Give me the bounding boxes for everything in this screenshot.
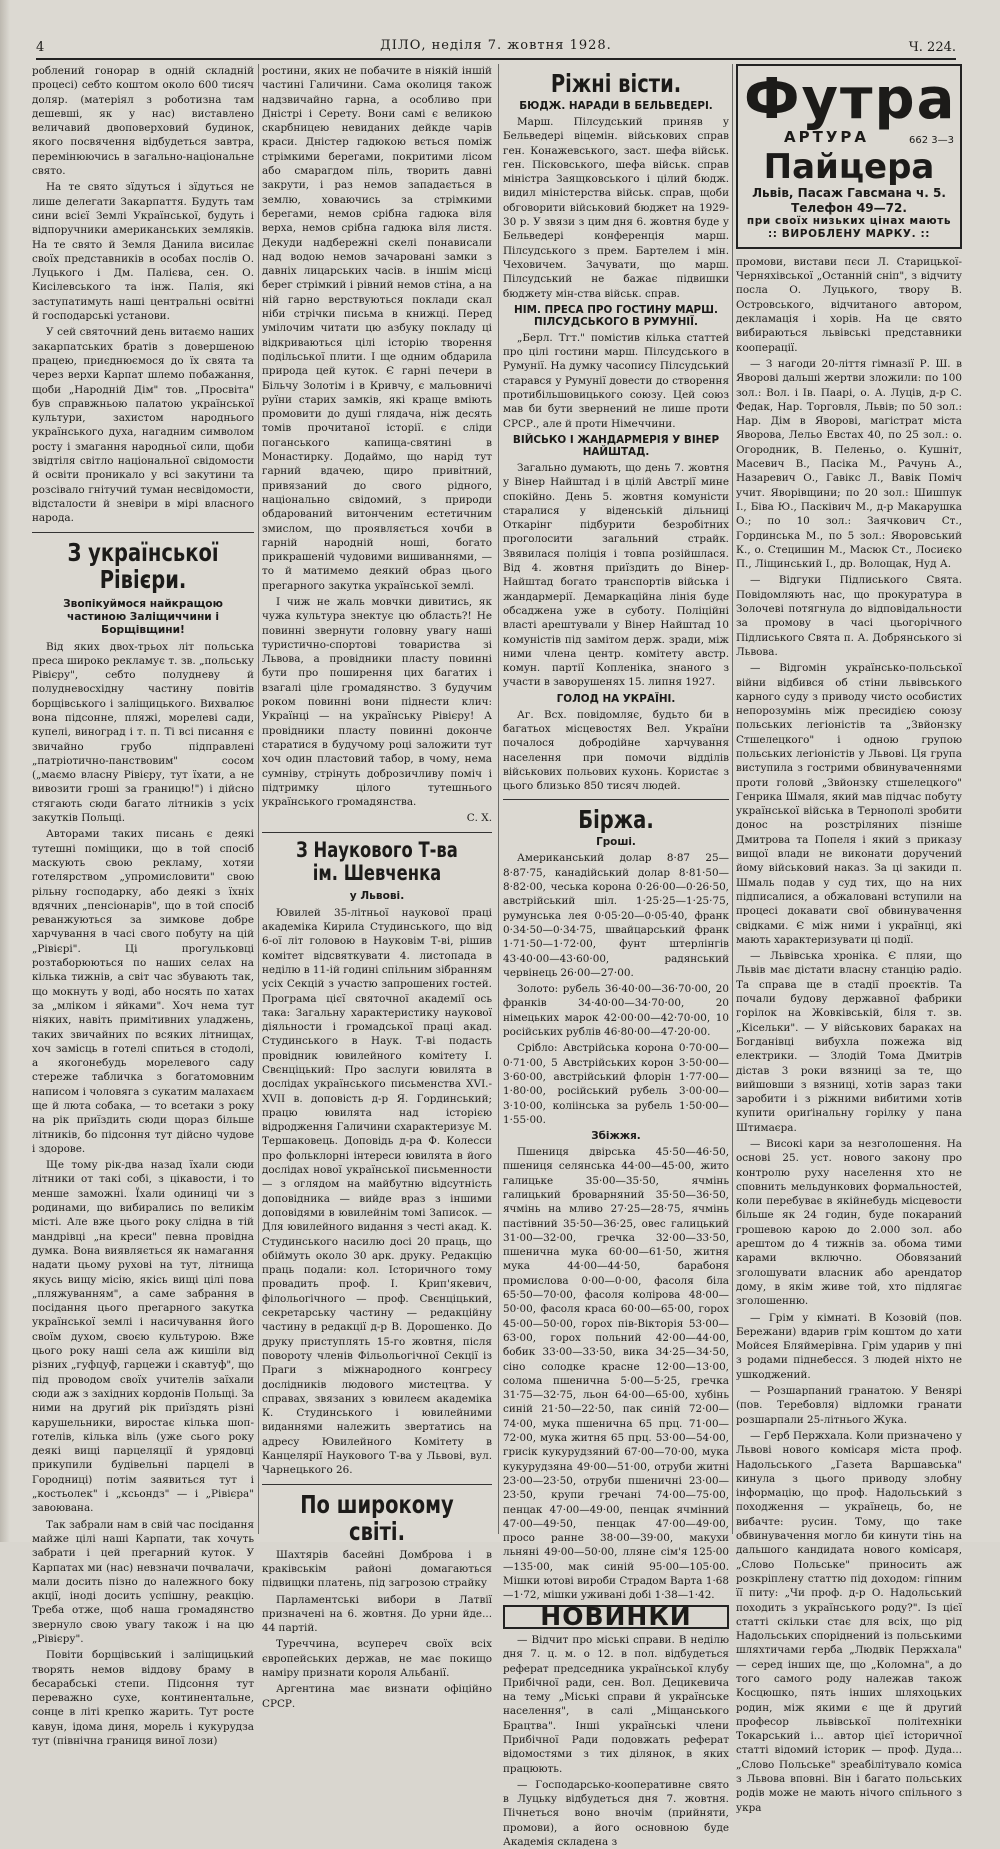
- page-number: 4: [36, 40, 45, 55]
- article-paragraph: — Відчит про міські справи. В неділю дня 7. ц. м. о 12. в пол. відбудеться реферат председника української клубу Прибічної ради, сен. Вол. Децикевича на тему „Міські справи й українське населення", в салі „Міщанського Брацтва". Інші українські члени Прибічної Ради подовжать реферат відомостями з тих ділянок, в яких працюють.: [503, 1633, 729, 1775]
- article-paragraph: Так забрали нам в свій час посідання майже цілі наші Карпати, так хочуть забрати і цей прегарний куток. У Карпатах ми (нас) невзначи почвалачи, мали досить пізно до належного боку акції, іноді досить успішну, реакцію. Треба отже, щоб наша громадянство звернуло свою увагу також і на цю „Рівієру".: [32, 1518, 254, 1645]
- newspaper-title: ДІЛО, неділя 7. жовтня 1928.: [380, 38, 612, 53]
- column-rule: [732, 64, 733, 1534]
- article-paragraph: Загально думають, що день 7. жовтня у Вінер Найштад і в цілій Австрії мине спокійно. День 5. жовтня комуністи старалися у віденській дільниці Откарінг підбурити безробітних проголосити загальний страйк. Звявилася поліція і товпа розійшлася. Від 4. жовтня приїздить до Вінер-Найштад богато транспортів війська і жандармерії. Демаркаційна лінія буде обсаджена уже в суботу. Поліційні власті арештували у Вінер Найштад 10 комуністів під замітом держ. зради, між ними члена центр. комітету австр. комун. партії Копленіка, знаного з участи в заворушенях 15. липня 1927.: [503, 461, 729, 689]
- article-paragraph: — З нагоди 20-ліття гімназії Р. Ш. в Яворові дальші жертви зложили: по 100 зол.: Вол. і Ів. Паарі, о. А. Луців, д-р С. Федак, Нар. Торговля, Львів; по 50 зол.: Нар. Дім в Яворові, магістрат міста Яворова, Лельо Евстах 40, по 25 зол.: о. Огородник, В. Пеленьо, о. Кушніт, Масевич В., Пасіка М., Рачунь А., Назаревич О., Гавікс Л., Вавік Поміч учит. Яворівщини; по 20 зол.: Шишпук І., Біва Ю., Пасківич М., д-р Макарушка О.; по 10 зол.: Заячкович Ст., Гординська М., по 5 зол.: Яворовський К., о. Стецишин М., Масюк Ст., Лосиєко П., Ліщинський І., др. Волощак, Нуд А.: [736, 357, 962, 571]
- article-paragraph: — Розшарпаний гранатою. У Венярі (пов. Теребовля) відломки гранати розшарпали 25-літнього Жука.: [736, 1385, 962, 1426]
- headline-riviera: З української Рівієри.: [67, 537, 219, 594]
- article-paragraph: Повіти борщівський і заліщицький творять немов віддову браму в бесарабські степи. Підсоння тут переважно сухе, континентальне, сонце в літі крепко жарить. Тут росте кавун, ідома диня, морель і кукурудза тут (північна границя виної лози): [32, 1649, 254, 1748]
- headline-wide-world: По широкому світі.: [300, 1489, 454, 1546]
- silver-rates: Срібло: Австрійська корона 0·70·00—0·71·00, 5 Австрійських корон 3·50·00—3·60·00, австрійський флорін 1·77·00—1·80·00, російський рубель 3·00·00—3·10·00, коліінська за рубель 1·50·00—1·55·00.: [503, 1042, 729, 1126]
- exchange-rates: Американський долар 8·87 25—8·87·75, канадійський долар 8·81·50—8·82·00, чеська корона 0·26·00—0·26·50, австрійський шіл. 1·25·25—1·25·75, румунська лея 0·05·20—0·05·40, франк 0·34·50—0·34·75, швайцарський франк 1·71·50—1·72·00, фунт штерлінгів 43·40·00—43·60·00, радянський червінець 26·00—27·00.: [503, 852, 729, 979]
- article-paragraph: Шахтярів басейні Домброва і в краківськім районі домагаються підвищки платень, під загрозою страйку: [262, 1548, 492, 1590]
- article-paragraph: „Берл. Тгт." помістив кілька статтей про цілі гостини марш. Пілсудського в Румунії. На думку часопису Пілсудський старався у Румунії довести до створення протибільшовицького союзу. Цей союз мав би бути звернений не лише проти СРСР., але й проти Німеччини.: [503, 331, 729, 430]
- subheadline: ВІЙСЬКО І ЖАНДАРМЕРІЯ У ВІНЕР НАЙШТАД.: [512, 433, 720, 458]
- grain-prices: Пшениця двірська 45·50—46·50, пшениця селянська 44·00—45·00, жито галицьке 35·00—35·50, ячмінь галицький броварняний 35·50—36·50, ячмінь на мливо 27·25—28·75, ячмінь пастівний 35·50—36·25, овес галицький 31·00—32·00, гречка 32·00—33·50, пшенична мука 60·00—61·50, житня мука 44·00—44·50, барабоня промислова 0·00—0·00, фасоля біла 65·50—70·00, фасоля колірова 48·00—50·00, фасоля краса 60·00—65·00, горох 45·00—50·00, горох пів-Вікторія 53·00—63·00, горох польний 42·00—44·00, бобик 33·00—33·50, вика 34·25—34·50, сіно солодке красне 12·00—13·00, солома пшенична 5·00—5·25, гречка 31·75—32·75, льон 64·00—65·00, хубінь синій 21·50—22·50, пак синій 72·00—74·00, мука пшенична 65 прц. 71·00—72·00, мука житня 65 прц. 53·00—54·00, грисік кукурудзяний 67·00—70·00, мука кукурудзяна 49·00—51·00, отруби житні 23·00—23·50, отруби пшеничні 23·00—23·50, крупи гречані 74·00—75·00, пенцак 47·00—49·00, пенцак ячмінний 47·00—49·50, пенцак 47·00—49·00, просо ранне 38·00—39·00, макухи льняні 49·00—50·00, лляне сім'я 125·00—135·00, мак синій 95·00—105·00. Мішки ютові вироби Страдом Варта 1·68—1·72, мішки уживані добі 1·38—1·42.: [503, 1146, 729, 1602]
- article-paragraph: Туреччина, всупереч своїх всіх європейських держав, не має покищо наміру признати короля Альбанії.: [262, 1638, 492, 1679]
- column-4: [736, 64, 962, 1814]
- headline-various-news: Ріжні вісти.: [550, 69, 682, 98]
- article-paragraph: Аргентина має визнати офіційно СРСР.: [262, 1683, 492, 1710]
- divider: [503, 799, 729, 800]
- article-paragraph: — Відгуки Підлиського Свята. Повідомляють нас, що прокуратура в Золочеві потягнула до відповідальности за промову в часі цьогорічного Підлиського Свята п. А. Добрянського зі Львова.: [736, 574, 962, 658]
- article-signature: С. Х.: [466, 812, 492, 825]
- subheadline: БЮДЖ. НАРАДИ В БЕЛЬВЕДЕРІ.: [519, 100, 713, 112]
- article-paragraph: ростини, яких не побачите в ніякій іншій частині Галичини. Сама околиця також надзвичайно гарна, а особливо при Дністрі і Серету. Вони самі є великою скарбницею невиданих дейкде чарів краси. Дністер гадюкою вється поміж стрімкими берегами, покритими лісом або смарагдом піль, творить давні закрути, і раз немов западається в землю, ховаючись за стрімкими берегами, немов срібна гадюка віля верха, немов срібна гадюка віля листя. Декуди надбережні скелі понависали над водою немов зачаровані замки з давніх лицарських часів. в іншім місці берег стрімкий і рівний немов стіна, а на ній гарно верствуються поклади скал ніби стрічки письма в книжці. Перед умілочим читати цю азбуку покладу ці відкриваються цілі історію творення подільської плити. І ще одним обдарила природа цей куток. Є гарні печери в Більчу Золотім і в Кривчу, є мальовничі руїни старих замків, які краще вміють промовити до душі глядача, ніж десять томів прочитаної історії. є сліди поганського капища-святині в Монастирку. Додаймо, що нарід тут гарний вдачею, щиро привітний, привязаний до свого рідного, національно свідомий, з природи обдарований витонченим естетичним змислом, що проявляється хочби в гарній народній ноші, богато прикрашеній чудовими вишиваннями, — то й матимемо деякий образ цього прегарного закутка української землі.: [262, 65, 492, 592]
- subheadline-riviera: Звопікуймося найкращою частиною Заліщиччини і Борщівщини!: [63, 597, 223, 636]
- article-paragraph: Ще тому рік-два назад їхали сюди літники от такі собі, з цікавости, і то менше заможні. Їхали одиниці чи з родинами, що вибирались по великім місті. Але вже цього року слідна в тій мандрівці „на креси" певна провідна думка. Вона виявляється як намагання надати цьому рухові на тут, літнища якусь вищу місію, якісь вищі цілі пова „пляжуванням", а саме забрання в посідання цього прегарного закутка української землі і насичування його своїм духом, своєю культурою. Вже цього року наші села аж кишіли від різних „гуфцуф, гарцежи і скавтуф", що під проводом своїх учителів заїхали сюди аж з західних кордонів Польщі. За ними на другий рік приїздять різні карушельники, виростає кілька шоп-готелів, кілька віль (уже сього року деякі вищі парцеляції й урядовці прикупили будівельні парцелі в Городниці) потім заявиться тут і „костьолек" і „ксьондз" — і „Рівієра" завоювана.: [32, 1159, 254, 1515]
- article-paragraph: — Львівська хроніка. Є пляи, що Львів має дістати власну станцію радіо. Та справа ще в стадії проєктів. Та почали будову державної фабрики горілок на Жовківській, біля т. зв. „Кісельки". — У військових бараках на Богданівці вибухла пожежа від електрики. — Злодій Тома Дмитрів дістав 3 роки вязниці за те, що вийшовши з вязниці, хотів зараз таки заробити і з ріжними вибитими хотів купити ориґінальну горілку у пана Штимаєра.: [736, 950, 962, 1134]
- divider: [262, 1484, 492, 1485]
- column-1: [32, 64, 254, 1748]
- gold-rates: Золото: рубель 36·40·00—36·70·00, 20 франків 34·40·00—34·70·00, 20 німецьких марок 42·00·00—42·70·00, 10 російських рублів 46·80·00—47·20·00.: [503, 983, 729, 1039]
- divider: [32, 532, 254, 533]
- article-paragraph: — Відгомін українсько-польської війни відбився об стіни львівського карного суду з приводу чисто особистих непорозумінь між пресидією союзу польських легіоністів та „Звйонзку Стшелецкого" і одною групою польських легіоністів у Львові. Ця група виступила з гострими обвинуваченнями проти головй „Звйонзку стшелецкого" Генрика Шмаля, який мав підчас побуту української війська в Тернополі зробити донос на розстріляних пізніше Дмитрова та Попеля і який з приказу вищої влади не виконати доручений йому військовий наказ. За ці закиди п. Шмаль подав у суд тих, що на них підписалися, а обжаловані вступили на процесі докавати свої обвинувачення свідками. Є між ними і українці, які мають характеризувати ці події.: [736, 662, 962, 946]
- ad-promo: при своїх низьких цінах мають :: ВИРОБЛЕНУ МАРКУ. ::: [746, 214, 952, 240]
- column-rule: [498, 64, 499, 1534]
- ad-artura: АРТУРА: [783, 128, 869, 146]
- article-paragraph: На те свято зїдуться і зїдуться не лише делегати Закарпаття. Будуть там сини всієї Землі Української, будуть і відпоручники американських земляків. На те свято й Земля Данила висилає своїх представників в особах послів О. Луцького і Дм. Палієва, сен. О. Кисілевського та інж. Палія, які заступатимуть наші центральні освітні й господарські установи.: [32, 181, 254, 323]
- article-paragraph: промови, вистави пєси Л. Старицької-Черняхівської „Останній сніп", з відчиту посла О. Луцького, твору В. Островського, відчитаного автором, декламація і хорів. На це свято вибираються львівські представники кооперації.: [736, 255, 962, 354]
- article-paragraph: Парламентські вибори в Латвії призначені на 6. жовтня. До урни йде... 44 партій.: [262, 1593, 492, 1635]
- subheadline: ГОЛОД НА УКРАЇНІ.: [556, 692, 676, 705]
- article-paragraph: У сей святочний день витаємо наших закарпатських братів з довершеною працею, приєднюємося до їх свята та через верхи Карпат шлемо побажання, щоби „Народній Дім" тов. „Просвіта" був справжньою палатою української культури, захистом народнього українського духа, нагадним символом росту і змагання народньої сили, щоби звідтіля світло національної свідомости й освіти проникало у всі закутини та розсівало гнітучий туман несвідомости, відсталости й зневіри в мірі власного народа.: [32, 326, 254, 525]
- column-rule: [258, 64, 259, 1534]
- article-paragraph: роблений гонорар в одній складній процесі) себто коштом около 600 тисяч доляр. (матеріял з роботизна там дешевші, як у нас) виставлено величавий двоповерховий будинок, якого посвячення відбудеться завтра, перемінюючись в загально-національне свято.: [32, 65, 254, 178]
- article-paragraph: Авторами таких писань є деякі тутешні поміщики, що в той спосіб маскують свою рекламу, хотяи готелярством „упромисловити" свою рільну господарку, або деякі з їхніх вдячних „пенсіонарів", що в той спосіб реванжуються за зимкове добре харчування в часі свого побуту на цій „Рівієрі". Ці прогульковці розтаборюються по наших селах на кілька тижнів, а світ час збувають так, що мокнуть у воді, або носять по хатах за „мліком і яйками". Хоч нема тут ніяких, навіть примітивних уладжень, таких звичайних по всяких літнищах, хоч замісць в готелі спиться в стодолі, а якогонебудь морелевого саду стереже табличка з богатомовним написом і чоловяга з сукатим малахаєм ще й люта собака, — то всетаки з року на рік приїздить сюди щораз більше літників, бо підсоння тут дійсно чудове і здорове.: [32, 828, 254, 1155]
- ad-name: Пайцера: [763, 147, 935, 188]
- headline-shevchenko-society: З Наукового Т-ва ім. Шевченка: [296, 837, 458, 885]
- subheadline-grain: Збіжжя.: [591, 1130, 641, 1143]
- column-2: [262, 64, 492, 1710]
- ad-phone: Телефон 49—72.: [791, 200, 907, 215]
- subheadline-shevchenko-society: у Львові.: [349, 889, 405, 902]
- issue-number: Ч. 224.: [908, 40, 956, 55]
- article-paragraph: Марш. Пілсудський приняв у Бельведері віцемін. військових справ ген. Конажевського, заст. шефа військ. ген. Пісковського, шефа військ. справ міністра Заящковського і цілий бюдж. видил міністерства військ. справ, щоби обговорити військовий бюджет на 1929-30 р. У звязи з цим дня 6. жовтня буде у Бельведері конференція марш. Пілсудського з прем. Бартелем і мін. Чеховичем. Зачувати, що марш. Пілсудський не бажає підвишки бюджету мін-ства військ. справ.: [503, 116, 729, 300]
- page-fold-shadow: [0, 0, 10, 1542]
- ad-word: Футра: [744, 67, 957, 132]
- masthead: [36, 36, 956, 60]
- column-3: [503, 64, 729, 1849]
- divider: [262, 832, 492, 833]
- subheadline-money: Гроші.: [596, 836, 636, 849]
- article-paragraph: — Високі кари за незголошення. На основі 25. уст. нового закону про контролю руху населення хто не сповнить мельдункових формальностей, коли перебуває в якійнебудь місцевости більше як 24 годин, буде покараний грошевою карою до 2.000 зол. або арештом до 4 тижнів за. обома тими карами включно. Обовязаний зголошувати власник або арендатор дому, в якім живе той, хто підлягає зголошенню.: [736, 1138, 962, 1308]
- article-paragraph: — Герб Пержхала. Коли призначено у Львові нового комісаря міста проф. Надольського „Газета Варшавська" кинула з цього приводу злобну інформацію, що проф. Надольський з походження — українець, бо, не вибачте: русин. Тому, що таке обвинувачення могло би кинути тінь на дальшого кандидата нового комісаря, „Слово Польське" приносить аж розкріплену статтю під доходом: гіпним її питу: „Чи проф. д-р О. Надольський походить з українського роду?". Із цієї статті скільки стає для всіх, що рід Надольських споріднений із польськими шляхтичами герба „Людвік Пержхала" — серед інших ще, що „Коломна", a до того самого роду належав також Косцюшко, пять інших шляхоцьких родин, між якими є ще й другий професор львівської політехніки Токарський і... автор цієї історичної статті відомий історик — проф. Дуда... „Слово Польське" зреабілітувало коміса з Львова вповні. Він і багато польських родів може не мають нічого спільного з укра: [736, 1429, 962, 1814]
- article-paragraph: І чиж не жаль мовчки дивитись, як чужа культура знектує цю область?! Не повинні звернути головну увагу наші туристично-спортові товариства зі Львова, а провідники пласту повинні бути про поширення цих багатих і взагалі ціле громадянство. З будучим роком повинні вони піднести клич: Українці — на українську Рівієру! А провідники пласту повинні доконче старатися в будучому році заложити тут хоч один пластовий табор, в чому, нема сумніву, стрінуть доброзичливу поміч і підтримку цілого тутешнього українського громадянства.: [262, 595, 492, 809]
- article-paragraph: Ювилей 35-літньої наукової праці академіка Кирила Студинського, що від 6-ої літ головою в Науковім Т-ві, рішив комітет відсвяткувати 4. листопада в неділю в 11-ій годині спільним зібранням усіх Секцій з участю запрошених гостей. Програма цієї святочної академії ось така: Загальну характеристику наукової діяльности і громадської праці акад. Студинського в Наук. Т-ві подасть провідник ювилейного комітету І. Свєнціцький: Про заслуги ювилята в дослідах українського письменства XVI.-XVII в. доповість д-р Я. Гординський; працю ювилята над історією відродження Галичини схарактеризує М. Тершаковець. Доповідь д-ра Ф. Колесси про фольклорні інтереси ювилята в його дослідах нової української письменности — з оглядом на майбутню відсутність доповідника — вийде враз з іншими доповідями в ювилейнім томі Записок. — Для ювилейного видання з честі акад. К. Студинського насилю досі 20 праць, що обіймуть около 30 арк. друку. Редакцію праць подали: кол. Історичного тому провадить проф. І. Крип'якевич, філольогічного — проф. Свєнціцький, секретарську частину — редакційну частину в редакції д-р В. Дорошенко. До друку приступлять 15-го жовтня, після повороту членів Фільольогічної Секції із Праги з міжнародного конгресу дослідників людового мистецтва. У справах, звязаних з ювилеєм академіка К. Студинського і ювилейними виданнями належить звертатись на адресу Ювилейного Комітету в Канцелярії Наукового Т-ва у Львові, вул. Чарнецького 26.: [262, 906, 492, 1477]
- headline-exchange: Біржа.: [578, 805, 654, 835]
- ad-code: 662 3—3: [909, 135, 954, 146]
- article-paragraph: Аг. Всх. повідомляє, будьто би в багатьох місцевостях Вел. України почалося добродійне харчування населення при помочи відділів військових польових кухонь. Користає з цього близько 850 тисяч людей.: [503, 708, 729, 793]
- ad-address: Львів, Пасаж Гавсмана ч. 5.: [752, 186, 946, 201]
- article-paragraph: — Грім у кімнаті. В Козовій (пов. Бережани) вдарив грім коштом до хати Мойсея Бляймерівна. Грім ударив у пні з родами піднебесся. З людей ніхто не ушкоджений.: [736, 1311, 962, 1381]
- article-paragraph: Від яких двох-трьох літ польська преса широко рекламує т. зв. „польську Рівієру", себто полудневу й полудневосхідну частину повітів борщівського і заліщицького. Вихвалює вона підсонне, пляжі, морелеві сади, купелі, виноград і т. п. Ті всі писання є звичайно грубо підправлені „патріотично-панствовим" сосом („маємо власну Рівієру, тут їхати, а не вивозити гроші за границю!") і дійсно стягають сюди багато літників з усіх закутків Польщі.: [32, 640, 254, 825]
- fur-advertisement: [736, 64, 962, 249]
- article-paragraph: — Господарсько-кооперативне свято в Луцьку відбудеться дня 7. жовтня. Пічнеться воно вночім (прийняти, промови), а його основною буде Академія складена з: [503, 1778, 729, 1849]
- headline-novyny: НОВИНКИ: [503, 1605, 729, 1629]
- subheadline: НІМ. ПРЕСА ПРО ГОСТИНУ МАРШ. ПІЛСУДСЬКОГО В РУМУНІЇ.: [514, 303, 718, 328]
